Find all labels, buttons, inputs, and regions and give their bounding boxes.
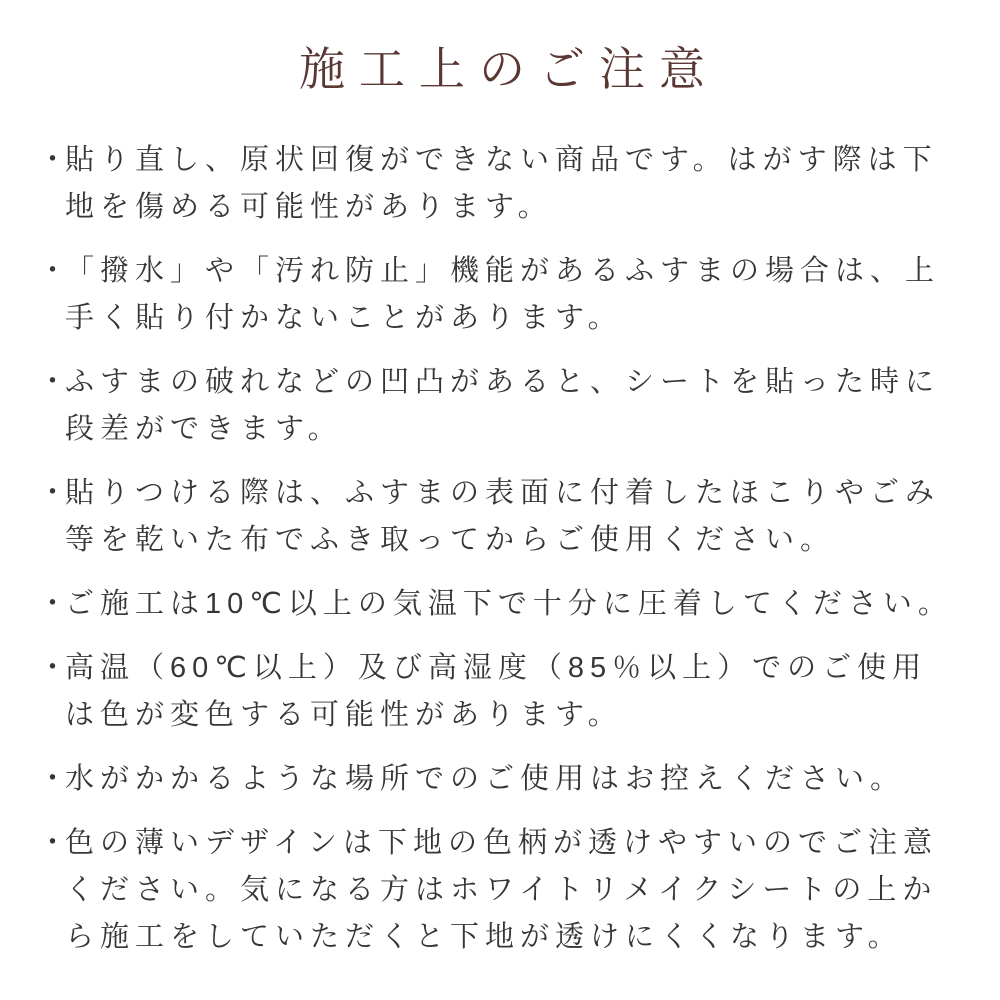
notice-item	[38, 645, 953, 739]
notice-text: 「撥水」や「汚れ防止」機能があるふすまの場合は、上手く貼り付かないことがあります。	[65, 255, 941, 334]
bullet-icon: ・	[38, 255, 74, 287]
bullet-icon: ・	[38, 144, 74, 176]
notice-item	[38, 581, 953, 628]
notice-text: 色の薄いデザインは下地の色柄が透けやすいのでご注意ください。気になる方はホワイトリメイクシートの上から施工をしていただくと下地が透けにくくなります。	[65, 827, 938, 953]
page-title: 施工上のご注意	[299, 43, 719, 95]
notice-text: ご施工は10℃以上の気温下で十分に圧着してください。	[65, 588, 953, 620]
notice-text: 水がかかるような場所でのご使用はお控えください。	[65, 763, 906, 795]
notice-item	[38, 137, 953, 231]
notice-item	[38, 756, 953, 803]
notice-text: 貼り直し、原状回復ができない商品です。はがす際は下地を傷める可能性があります。	[65, 144, 938, 223]
notice-text: ふすまの破れなどの凹凸があると、シートを貼った時に段差ができます。	[65, 366, 941, 445]
notice-text: 貼りつける際は、ふすまの表面に付着したほこりやごみ等を乾いた布でふき取ってからご使用ください。	[65, 477, 941, 556]
notice-list	[38, 137, 956, 961]
notice-item	[38, 359, 953, 453]
bullet-icon: ・	[38, 366, 74, 398]
bullet-icon: ・	[38, 652, 74, 684]
bullet-icon: ・	[38, 588, 74, 620]
bullet-icon: ・	[38, 827, 74, 859]
notice-text: 高温（60℃以上）及び高湿度（85％以上）でのご使用は色が変色する可能性があります。	[65, 652, 928, 731]
notice-item	[38, 470, 953, 564]
bullet-icon: ・	[38, 477, 74, 509]
notice-item	[38, 820, 953, 961]
bullet-icon: ・	[38, 763, 74, 795]
notice-item	[38, 248, 953, 342]
